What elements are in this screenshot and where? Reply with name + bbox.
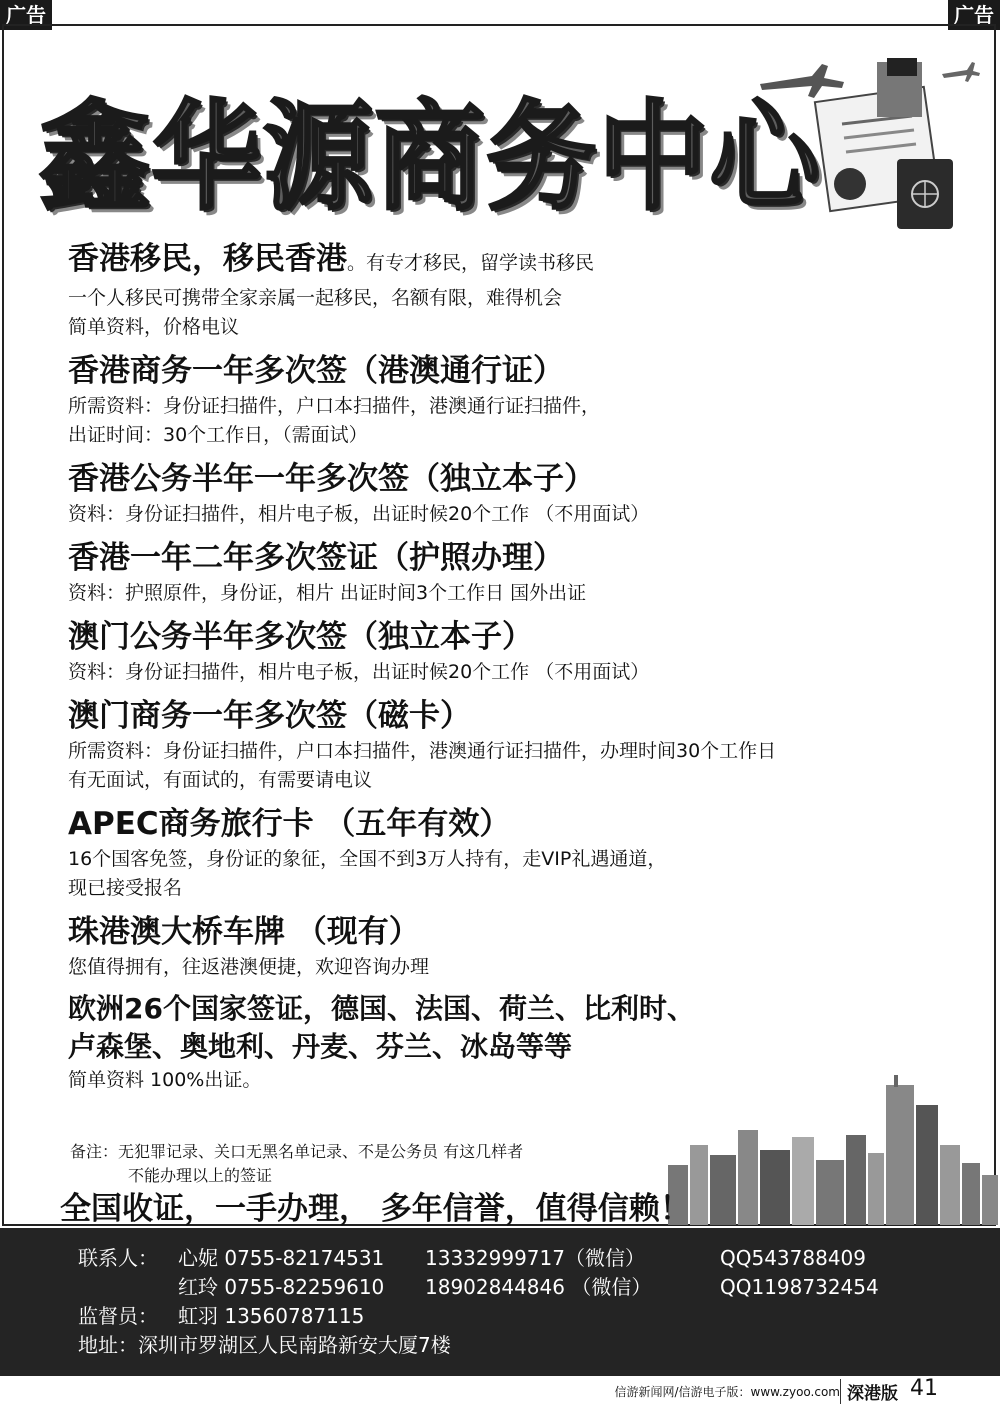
service-item — [68, 695, 968, 795]
airplane-icon — [760, 64, 844, 98]
service-detail: 有无面试，有面试的，有需要请电议 — [68, 769, 373, 791]
ad-tag-right: 广告 — [948, 0, 1000, 30]
contact-1-qq: QQ543788409 — [720, 1246, 867, 1270]
supervisor-label: 监督员： — [78, 1304, 158, 1328]
page-footer — [0, 1378, 1000, 1404]
service-detail: 现已接受报名 — [68, 877, 183, 899]
service-item — [68, 616, 968, 687]
service-detail: 资料：护照原件，身份证，相片 出证时间3个工作日 国外出证 — [68, 582, 587, 604]
service-item — [68, 911, 968, 982]
remark-line: 不能办理以上的签证 — [128, 1166, 273, 1185]
service-detail: 您值得拥有，往返港澳便捷，欢迎咨询办理 — [68, 956, 430, 978]
service-detail: 资料：身份证扫描件，相片电子板，出证时候20个工作 （不用面试） — [68, 661, 650, 683]
slogan: 全国收证，一手办理， 多年信誉，值得信赖！ — [60, 1191, 691, 1227]
service-detail: 所需资料：身份证扫描件，户口本扫描件，港澳通行证扫描件，办理时间30个工作日 — [68, 740, 777, 762]
page-number: 41 — [910, 1376, 938, 1401]
service-heading: 香港移民，移民香港。有专才移民，留学读书移民 — [68, 241, 595, 277]
service-detail: 简单资料，价格电议 — [68, 316, 240, 338]
service-heading: 香港公务半年一年多次签（独立本子） — [68, 461, 595, 497]
service-detail: 简单资料 100%出证。 — [68, 1069, 262, 1091]
service-heading: 澳门商务一年多次签（磁卡） — [68, 698, 471, 734]
remark-line: 备注：无犯罪记录、关口无黑名单记录、不是公务员 有这几样者 — [70, 1142, 524, 1161]
remark — [70, 1140, 523, 1188]
supervisor-contact: 虹羽 13560787115 — [178, 1304, 365, 1328]
contact-label: 联系人： — [78, 1246, 158, 1270]
service-detail: 出证时间：30个工作日，（需面试） — [68, 424, 368, 446]
address: 地址：深圳市罗湖区人民南路新安大厦7楼 — [78, 1333, 451, 1357]
footer-edition: 深港版 — [840, 1379, 898, 1404]
service-heading: 澳门公务半年多次签（独立本子） — [68, 619, 533, 655]
service-item — [68, 537, 968, 608]
service-list — [68, 238, 968, 1103]
stamp-icon — [834, 168, 866, 200]
service-detail: 一个人移民可携带全家亲属一起移民，名额有限，难得机会 — [68, 287, 563, 309]
service-detail: 资料：身份证扫描件，相片电子板，出证时候20个工作 （不用面试） — [68, 503, 650, 525]
service-detail: 所需资料：身份证扫描件，户口本扫描件，港澳通行证扫描件， — [68, 395, 601, 417]
service-heading: APEC商务旅行卡 （五年有效） — [68, 806, 511, 842]
service-heading: 香港商务一年多次签（港澳通行证） — [68, 353, 564, 389]
city-skyline-illustration — [668, 1075, 998, 1225]
service-item — [68, 803, 968, 903]
service-item — [68, 350, 968, 450]
service-heading-continued: 卢森堡、奥地利、丹麦、芬兰、冰岛等等 — [68, 1030, 573, 1063]
footer-site: 信游新闻网/信游电子版：www.zyoo.com — [614, 1385, 840, 1399]
contact-2-mobile: 18902844846 （微信） — [425, 1275, 652, 1299]
service-heading: 欧洲26个国家签证，德国、法国、荷兰、比利时、 — [68, 992, 695, 1025]
ad-tag-left: 广告 — [0, 0, 52, 30]
contact-2-qq: QQ1198732454 — [720, 1275, 879, 1299]
service-item — [68, 458, 968, 529]
travel-illustration — [752, 54, 982, 234]
contact-2-phone: 红玲 0755-82259610 — [178, 1275, 385, 1299]
service-heading: 珠港澳大桥车牌 （现有） — [68, 914, 420, 950]
service-heading: 香港一年二年多次签证（护照办理） — [68, 540, 564, 576]
contact-1-mobile: 13332999717（微信） — [425, 1246, 645, 1270]
contact-1-phone: 心妮 0755-82174531 — [178, 1246, 385, 1270]
service-item — [68, 238, 968, 342]
page-title: 鑫华源商务中心 — [40, 88, 822, 226]
service-detail: 16个国客免签，身份证的象征，全国不到3万人持有，走VIP礼遇通道， — [68, 848, 667, 870]
contact-panel — [0, 1228, 1000, 1376]
